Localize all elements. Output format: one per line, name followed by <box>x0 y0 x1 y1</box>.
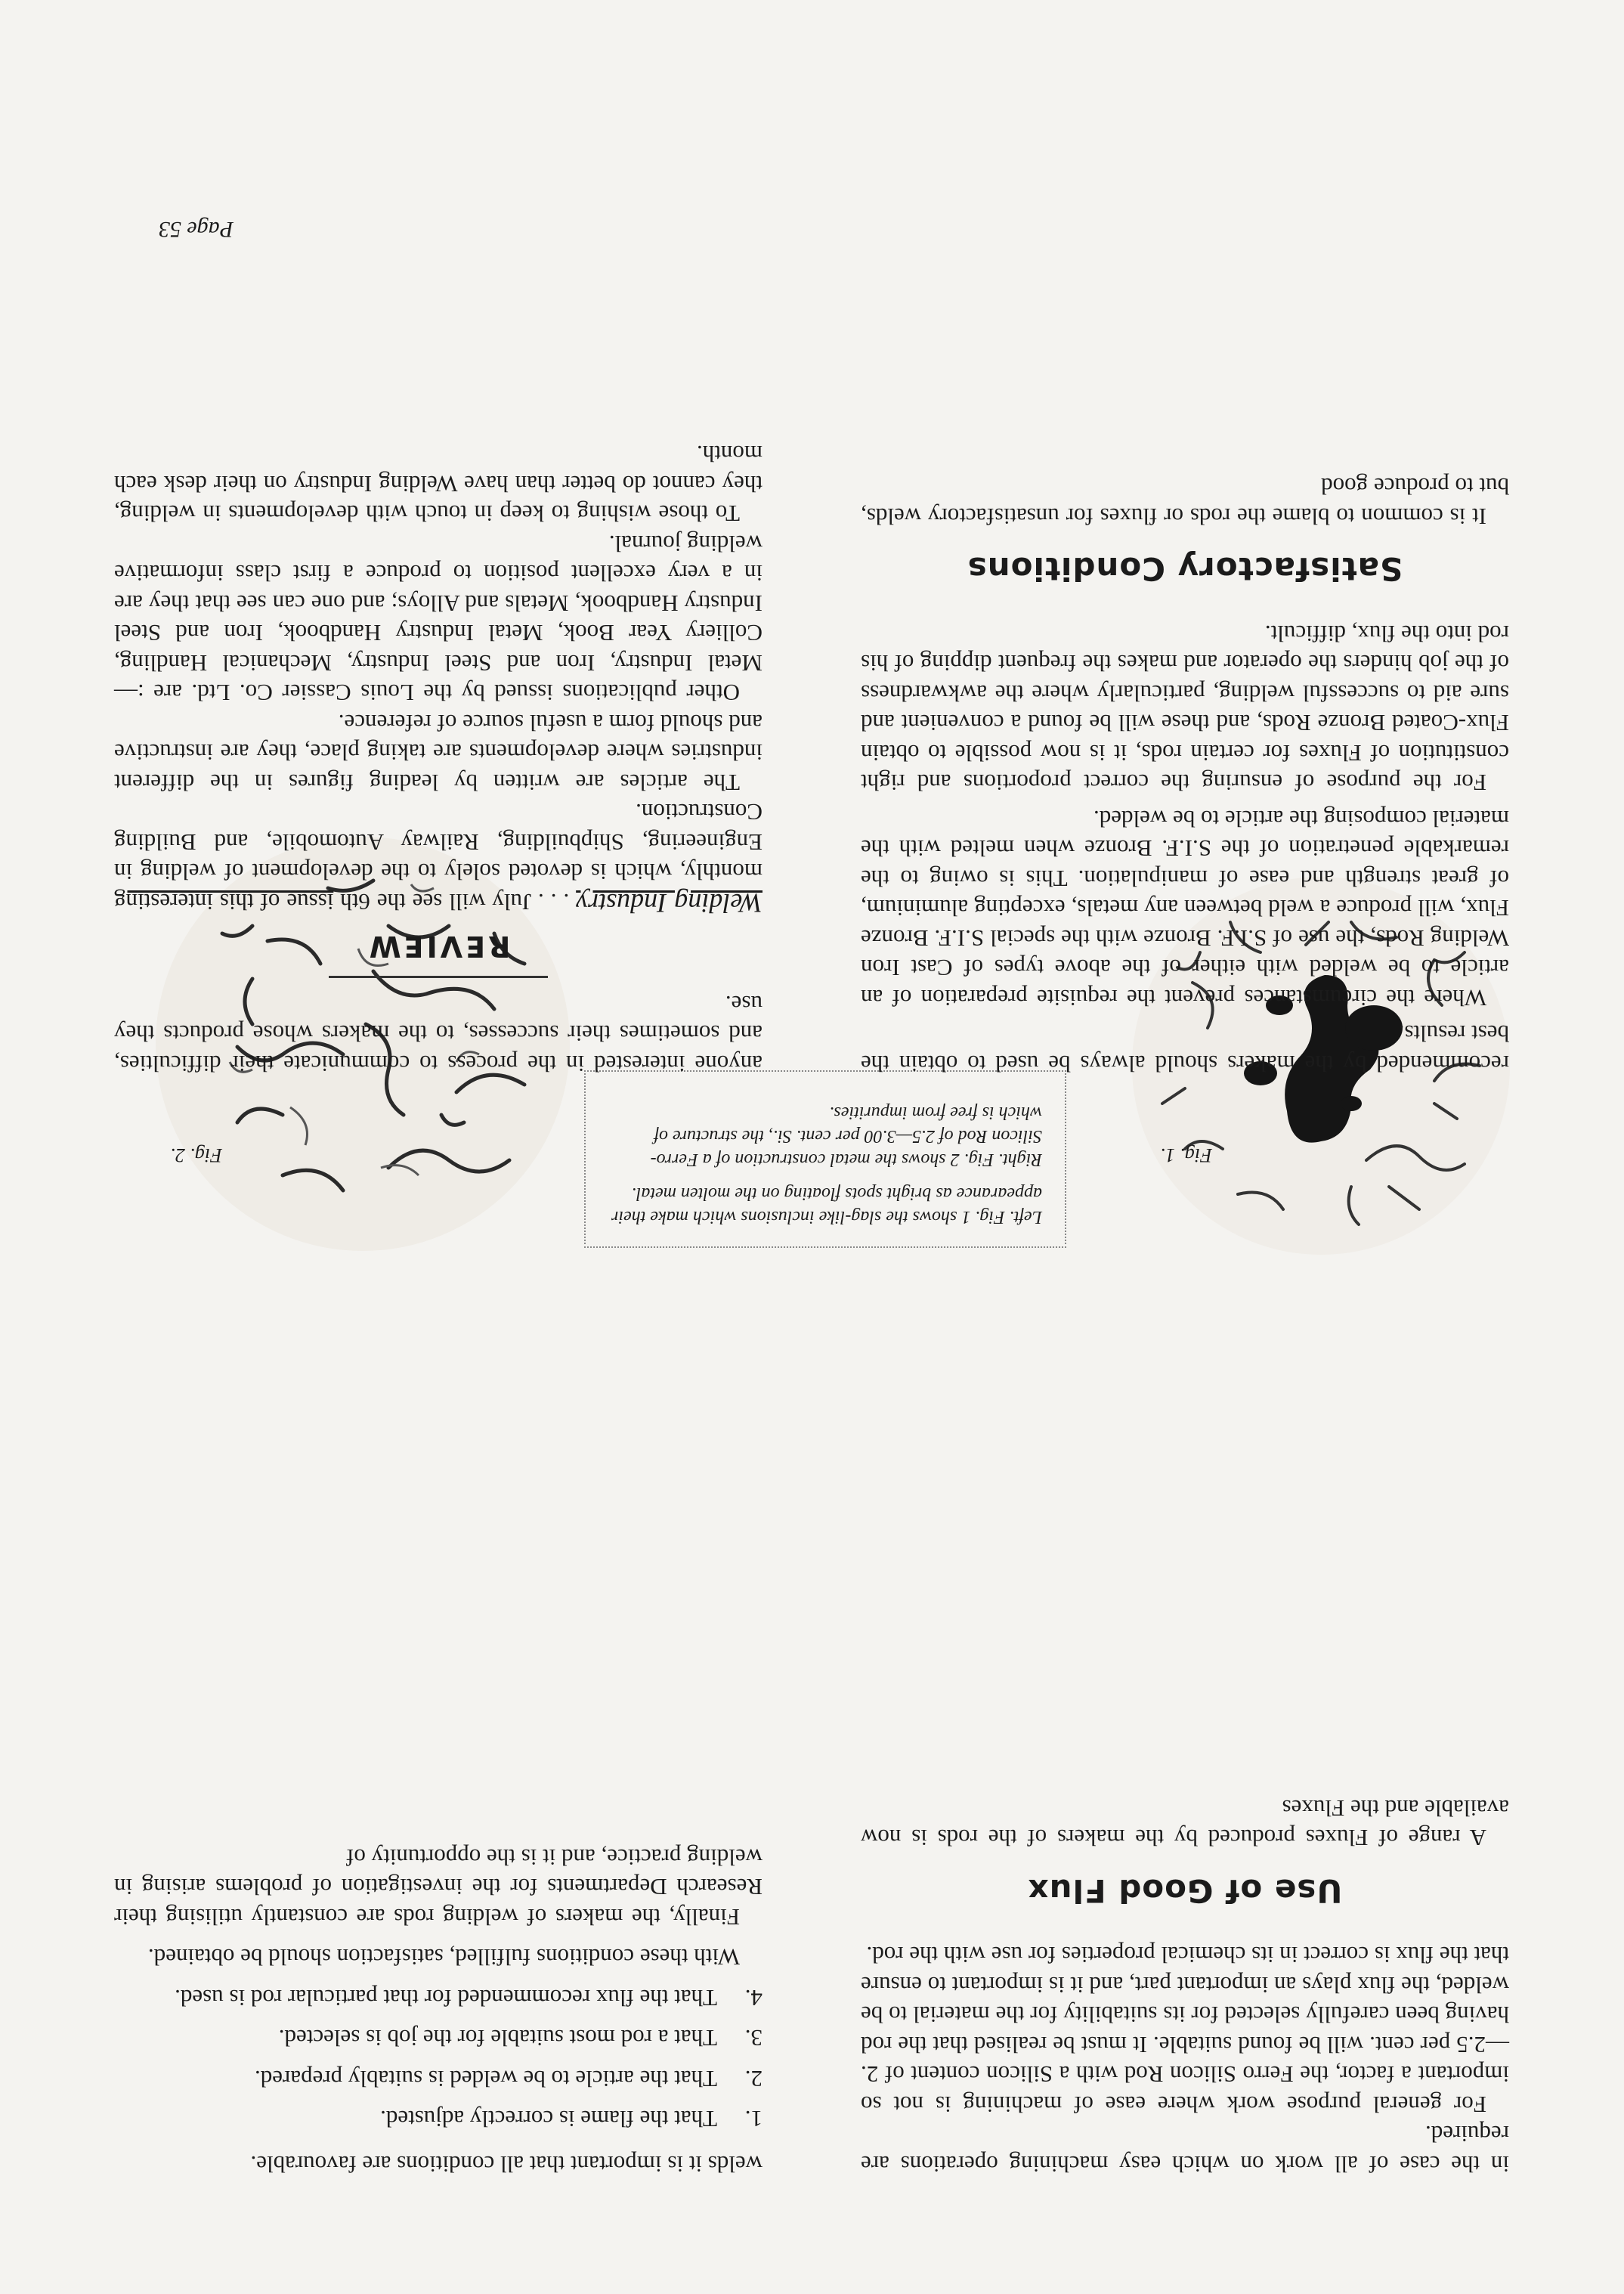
column-right-bottom <box>114 439 763 1079</box>
fig2-label: Fig. 2. <box>170 1144 222 1166</box>
paragraph: Other publications issued by the Louis Cassier Co. Ltd. are :— Metal Industry, Iron and Steel Industry, Mechanical Handling, Colliery Year Book, Metal Industry Handbook, Iron and Steel Industry Handbook, Metals and Alloys; and one can see that they are in a very excellent position to produce a first class informative welding journal. <box>114 531 763 707</box>
list-text: That the flame is correctly adjusted. <box>380 2106 717 2133</box>
paragraph: It is common to blame the rods or fluxes for unsatisfactory welds, but to produce good <box>861 473 1509 530</box>
paragraph: in the case of all work on which easy machining operations are required. <box>861 2121 1509 2178</box>
paragraph: With these conditions fulfilled, satisfaction should be obtained. <box>147 1944 740 1971</box>
review-publication-title: Welding Industry <box>576 888 763 918</box>
section-heading: Use of Good Flux <box>1027 1872 1343 1909</box>
list-number: 1. <box>744 2106 763 2133</box>
figure-caption-box <box>584 1070 1066 1248</box>
list-number: 3. <box>744 2025 763 2052</box>
column-left-top <box>861 1794 1509 2180</box>
review-paragraph <box>114 797 763 918</box>
review-title: REVIEW <box>366 930 511 964</box>
column-left-bottom <box>861 472 1509 1079</box>
paragraph: welds it is important that all conditions are favourable. <box>250 2151 763 2178</box>
list-text: That the flux recommended for that particular rod is used. <box>175 1985 717 2011</box>
list-item <box>114 1983 763 2014</box>
list-item <box>114 2064 763 2094</box>
section-heading: Satisfactory Conditions <box>967 550 1403 588</box>
caption-left: Left. Fig. 1 shows the slag-like inclusions which make their appearance as bright spots floating on the molten metal. <box>611 1184 1042 1227</box>
list-item <box>114 2104 763 2135</box>
list-number: 4. <box>744 1985 763 2011</box>
paragraph: anyone interested in the process to communicate their difficulties, and sometimes their successes, to the makers whose products they use. <box>114 991 763 1077</box>
paragraph: Where the circumstances prevent the requisite preparation of an article to be welded with either of the above types of Cast Iron Welding Rods, the use of S.I.F. Bronze with the special S.I.F. Bronze Flux, will produce a weld between any metals, excepting aluminium, of great strength and ease of manipulation. This is owing to the remarkable penetration of the S.I.F. Bronze when melted with the material composing the article to be welded. <box>861 806 1509 1011</box>
paragraph: For general purpose work where ease of machining is not so important a factor, the Ferro Silicon Rod with a Silicon content of 2.—2.5 per cent. will be found suitable. It must be realised that the rod having been carefully selected for its suitability for the material to be welded, the flux plays an important part, and it is important to ensure that the flux is correct in its chemical properties for use with the rod. <box>861 1942 1509 2118</box>
column-right-top <box>114 1843 763 2180</box>
review-text: monthly, which is devoted solely to the development of welding in Engineering, Shipbuilding, Railway Automobile, and Building Construction. <box>114 799 763 886</box>
fig1-label: Fig. 1. <box>1160 1144 1212 1166</box>
paragraph: Finally, the makers of welding rods are constantly utilising their Research Departments for the investigation of problems arising in welding practice, and it is the opportunity of <box>114 1844 763 1930</box>
list-text: That the article to be welded is suitably prepared. <box>254 2066 717 2092</box>
paragraph: To those wishing to keep in touch with developments in welding, they cannot do better than have Welding Industry on their desk each month. <box>114 441 763 528</box>
paragraph: recommended by the makers should always be used to obtain the best results. <box>861 1020 1509 1077</box>
review-rule <box>329 977 548 979</box>
paragraph: The articles are written by leading figures in the different industries where developments are taking place, they are instructive and should form a useful source of reference. <box>114 710 763 796</box>
list-number: 2. <box>744 2066 763 2092</box>
paragraph: A range of Fluxes produced by the makers of the rods is now available and the Fluxes <box>861 1795 1509 1852</box>
list-item <box>114 2023 763 2054</box>
paragraph: For the purpose of ensuring the correct proportions and right constitution of Fluxes for certain rods, it is now possible to obtain Flux-Coated Bronze Rods, and these will be found a convenient and sure aid to successful welding, particularly where the awkwardness of the job hinders the operator and makes the frequent dipping of his rod into the flux, difficult. <box>861 621 1509 797</box>
list-text: That a rod most suitable for the job is selected. <box>278 2025 717 2052</box>
review-text: . . . July will see the 6th <box>333 889 577 915</box>
page-number: Page 53 <box>158 217 234 242</box>
caption-right: Right. Fig. 2 shows the metal construction of a Ferro-Silicon Rod of 2.5—3.00 per cent. Si., the structure of which is free from impurities. <box>650 1103 1042 1169</box>
review-text-underlined: issue of this interesting <box>114 889 334 915</box>
